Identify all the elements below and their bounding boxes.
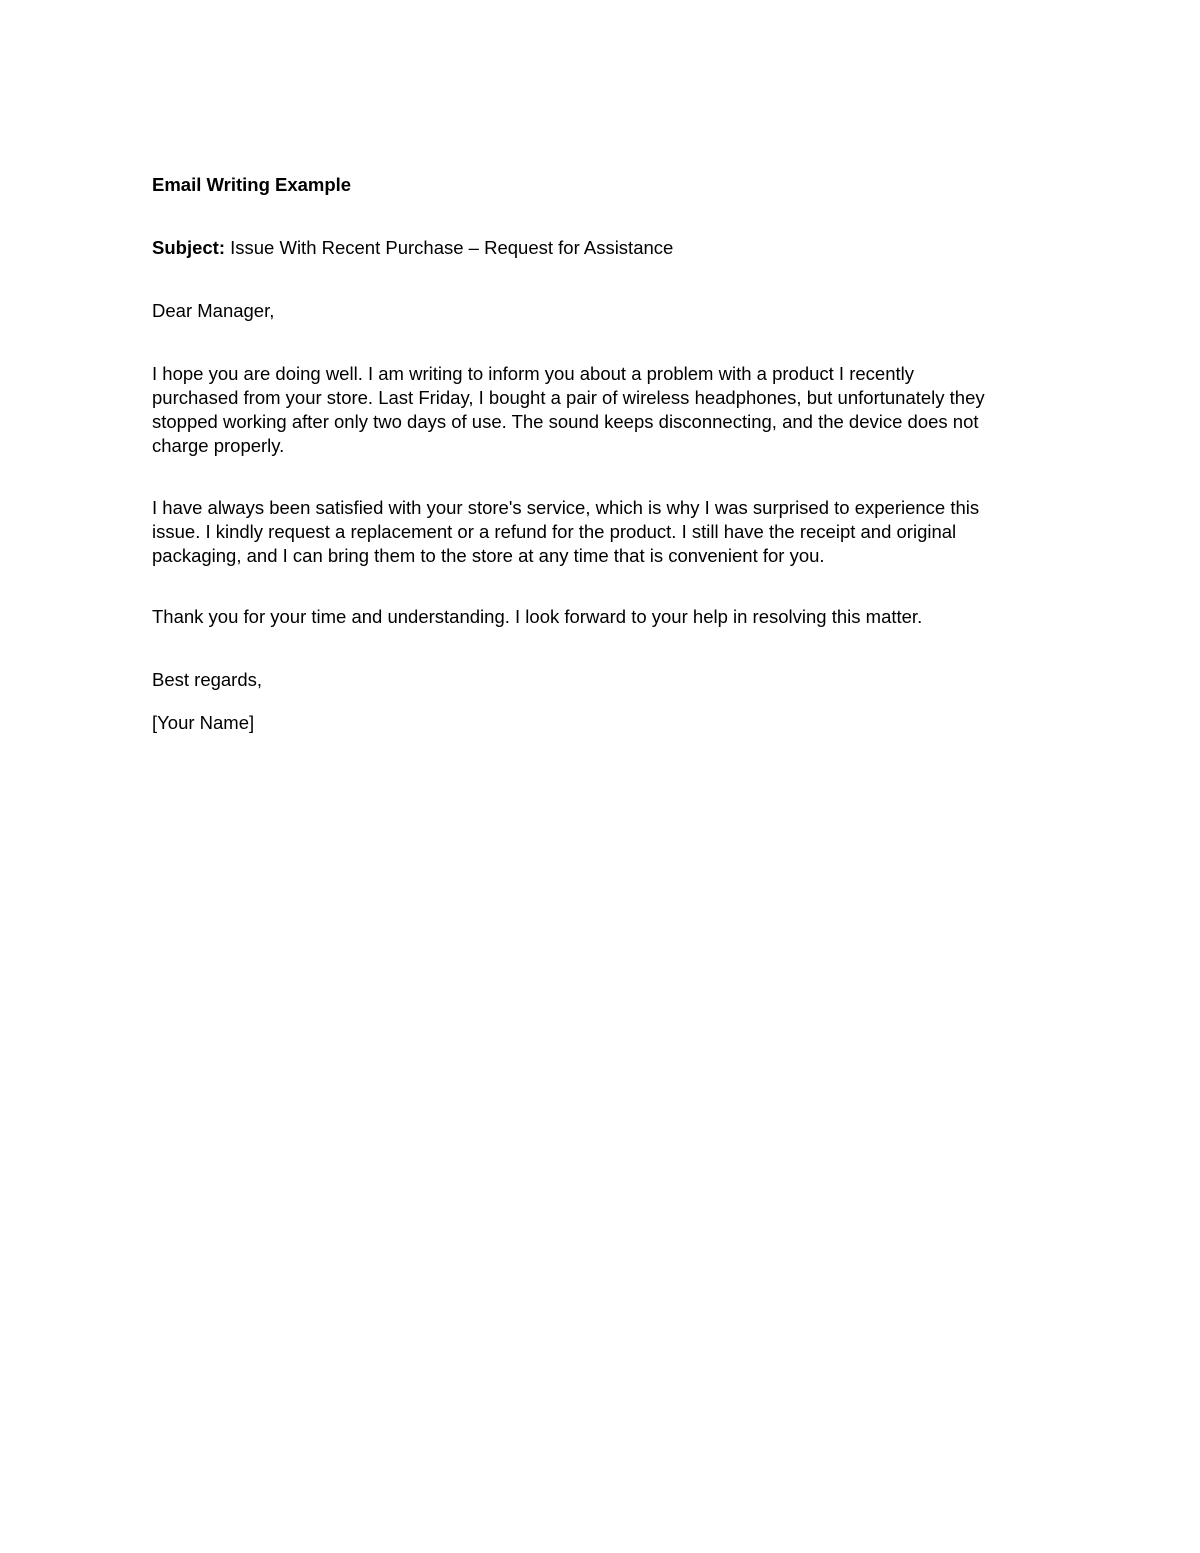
paragraph-line: I hope you are doing well. I am writing to inform you about a problem with a product I recently bbox=[152, 363, 914, 384]
subject-label: Subject: bbox=[152, 237, 225, 258]
paragraph-line: charge properly. bbox=[152, 435, 285, 456]
email-paragraph-3 bbox=[152, 605, 1052, 629]
email-paragraph-2 bbox=[152, 496, 1052, 568]
paragraph-line: purchased from your store. Last Friday, I bought a pair of wireless headphones, but unfortunately they bbox=[152, 387, 985, 408]
email-closing: Best regards, bbox=[152, 669, 263, 690]
document-page bbox=[152, 0, 1052, 1553]
subject-text: Issue With Recent Purchase – Request for Assistance bbox=[224, 237, 674, 258]
paragraph-line: stopped working after only two days of use. The sound keeps disconnecting, and the device does not bbox=[152, 411, 979, 432]
paragraph-line: packaging, and I can bring them to the store at any time that is convenient for you. bbox=[152, 545, 825, 566]
paragraph-line: Thank you for your time and understanding. I look forward to your help in resolving this matter. bbox=[152, 606, 923, 627]
email-subject-line bbox=[152, 236, 673, 260]
email-signature: [Your Name] bbox=[152, 712, 255, 733]
paragraph-line: issue. I kindly request a replacement or a refund for the product. I still have the receipt and original bbox=[152, 521, 957, 542]
email-greeting: Dear Manager, bbox=[152, 300, 275, 321]
email-paragraph-1 bbox=[152, 362, 1052, 458]
document-title: Email Writing Example bbox=[152, 174, 352, 195]
paragraph-line: I have always been satisfied with your store's service, which is why I was surprised to experience this bbox=[152, 497, 980, 518]
